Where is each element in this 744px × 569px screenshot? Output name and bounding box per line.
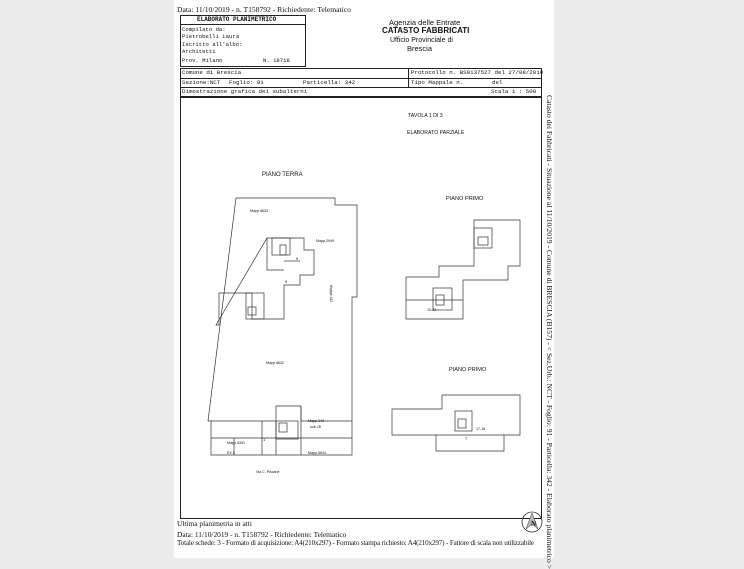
particella: Particella: 342 [303, 80, 355, 86]
mapp-main-label: Mapp.5632 [266, 362, 284, 366]
compilato-label: Compilato da: [182, 27, 226, 33]
num-1-label: 1 [263, 438, 265, 442]
mapp-5351-label: Mapp.5351 [227, 442, 245, 446]
elaborato-parziale-label: ELABORATO PARZIALE [407, 131, 464, 136]
iscritto-value: Architetti [182, 49, 216, 55]
mapp-343-label: Mapp.343 [308, 420, 324, 424]
footer-data-line: Data: 11/10/2019 - n. T158792 - Richiedente: Telematico [177, 531, 346, 538]
bottom-building-outline [211, 406, 352, 421]
piano-terra-label: PIANO TERRA [262, 172, 303, 178]
piano-primo-b-outline [392, 395, 520, 451]
divider [180, 24, 306, 25]
compilato-name: Pietrobelli Laura [182, 34, 239, 40]
totale-schede-line: Totale schede: 3 - Formato di acquisizione: A4(210x297) - Formato stampa richiesto: A4(210x297) - Fattore di scala non utilizzabile [177, 540, 534, 547]
num-9-top: 9 [296, 257, 298, 261]
piano-terra-outline [208, 198, 357, 455]
num-15-22-label: 15-22 [427, 309, 436, 313]
piano-primo-a-outline [406, 220, 520, 319]
foglio: Foglio: 91 [229, 80, 264, 86]
via-bottom-label: Via C. Piscane [256, 471, 280, 475]
num-7-label: 7 [465, 437, 467, 441]
mapp-2949-label: Mapp.2949 [316, 240, 334, 244]
iscritto-label: Iscritto all'albo: [182, 42, 242, 48]
tipo-mappale: Tipo Mappale n. [411, 80, 463, 86]
elaborato-title: ELABORATO PLANIMETRICO [197, 17, 276, 23]
ex3-label: EX 3 [227, 452, 235, 456]
top-data-line: Data: 11/10/2019 - n. T158792 - Richiedente: Telematico [177, 6, 351, 14]
sub-28-label: sub 28 [310, 426, 321, 430]
mapp-top-label: Mapp.5633 [250, 210, 268, 214]
courtyard-block [216, 238, 314, 325]
agency-line-3: Ufficio Provinciale di [390, 37, 453, 44]
agency-line-4: Brescia [407, 45, 432, 53]
prov-label: Prov. Milano [182, 58, 222, 64]
piano-primo-label-a: PIANO PRIMO [446, 197, 483, 203]
dimostrazione: Dimostrazione grafica dei subalterni [182, 89, 307, 95]
side-vertical-text: Catasto dei Fabbricati - Situazione al 11/10/2019 - Comune di BRESCIA (B157) - < Sez.Urb.: NCT - Foglio: 91 - Particella: 342 - Elaborato planimetrico > [538, 95, 554, 550]
via-vertical-label: Mappa 182 [329, 285, 332, 302]
north-label: N [531, 521, 536, 528]
num-17-18-label: 17-18 [476, 428, 485, 432]
piano-primo-label-b: PIANO PRIMO [449, 368, 486, 374]
num-9-main: 9 [285, 280, 287, 284]
iscrizione-number: N. 18718 [263, 58, 290, 64]
mapp-5634-label: Mapp.5634 [308, 452, 326, 456]
tipo-del: del [492, 80, 502, 86]
floor-plans-drawing [174, 95, 542, 525]
comune: Comune di Brescia [182, 70, 241, 76]
protocollo: Protocollo n. BS0137527 del 27/08/2019 [411, 70, 543, 76]
sezione: Sezione:NCT [182, 80, 220, 86]
ultima-planimetria: Ultima planimetria in atti [177, 520, 252, 527]
agency-line-2: CATASTO FABBRICATI [382, 27, 469, 35]
tavola-label: TAVOLA 1 DI 3 [408, 114, 443, 119]
scala: Scala 1 : 500 [491, 89, 536, 95]
divider [408, 68, 409, 87]
agency-line-1: Agenzia delle Entrate [389, 19, 460, 27]
